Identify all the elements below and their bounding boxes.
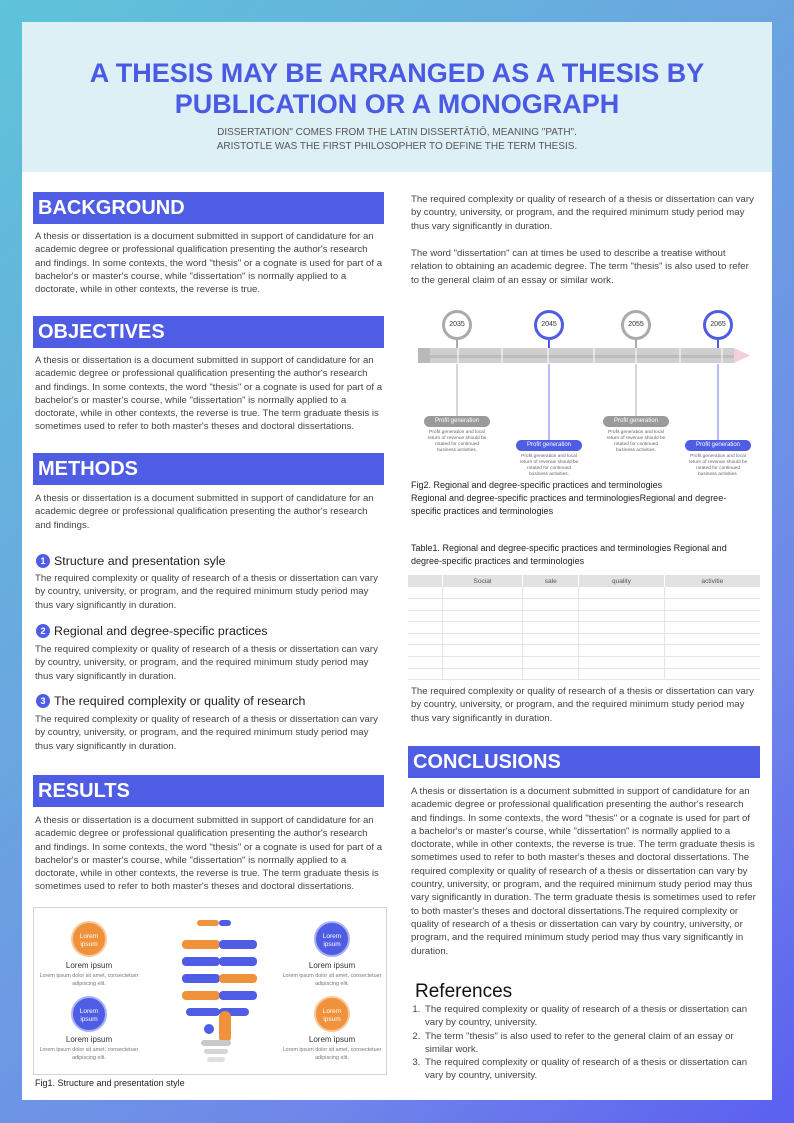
timeline-figure: [408, 310, 752, 477]
timeline-desc: Profit generation and local return of revenue should be rotated for continued business activities.: [427, 430, 487, 453]
method-item-3-text: The required complexity or quality of research of a thesis or dissertation can vary by country, university, or program, and the required minimum study period may thus vary significantly in duration.: [35, 714, 378, 752]
objectives-text: A thesis or dissertation is a document submitted in support of candidature for an academic degree or professional qualification presenting the author's research and findings. In some contexts, the word "thesis" or a cognate is used for part of a bachelor's or master's course, while "dissertation" is normally applied to a doctorate, while in other contexts, the reverse is true. The term graduate thesis is sometimes used to refer to both master's theses and doctoral dissertations.: [35, 355, 383, 433]
table-row: [408, 657, 760, 669]
poster-subtitle: [62, 126, 732, 154]
timeline-year-badge: 2065: [703, 310, 733, 340]
reference-item: 3. The required complexity or quality of research of a thesis or dissertation can vary by country, university.: [423, 1056, 756, 1083]
timeline-year-badge: 2045: [534, 310, 564, 340]
table-cell: [408, 599, 442, 611]
table-cell: [664, 657, 760, 669]
blue-circle: Lorem ipsum: [71, 996, 107, 1032]
fig1-item-desc: Lorem ipsum dolor sit amet, consectetuer adipiscing elit.: [39, 1047, 139, 1061]
table-row: [408, 610, 760, 622]
fig1-item-desc: Lorem ipsum dolor sit amet, consectetuer adipiscing elit.: [282, 1047, 382, 1061]
fig1-item-desc: Lorem ipsum dolor sit amet, consectetuer adipiscing elit.: [282, 973, 382, 987]
timeline-year-badge: 2035: [442, 310, 472, 340]
table-cell: [579, 622, 664, 634]
reference-item: 2. The term "thesis" is also used to refer to the general claim of an essay or similar work.: [423, 1030, 756, 1057]
fig1-item-title: Lorem ipsum: [308, 1035, 356, 1044]
table-cell: [442, 587, 523, 599]
table-cell: [664, 633, 760, 645]
table-cell: [579, 633, 664, 645]
table-cell: [579, 668, 664, 680]
timeline-pill: Profit generation: [685, 440, 751, 451]
table-cell: [442, 622, 523, 634]
timeline-pill: Profit generation: [516, 440, 582, 451]
method-item-3-title: [36, 693, 384, 709]
table-cell: [523, 657, 579, 669]
table-cell: [523, 587, 579, 599]
table-cell: [408, 587, 442, 599]
table-cell: [664, 668, 760, 680]
fig1-item-title: Lorem ipsum: [65, 961, 113, 970]
timeline-pill: Profit generation: [424, 416, 490, 427]
table-cell: [408, 610, 442, 622]
number-badge: 3: [36, 694, 50, 708]
table-cell: [442, 668, 523, 680]
table-header-cell: sale: [523, 575, 579, 587]
poster-sheet: [22, 22, 772, 1100]
subtitle-line-2: ARISTOTLE WAS THE FIRST PHILOSOPHER TO DEFINE THE TERM THESIS.: [216, 141, 578, 152]
fig1-item-title: Lorem ipsum: [65, 1035, 113, 1044]
table-header-cell: quality: [579, 575, 664, 587]
right-paragraph-2: The word "dissertation" can at times be used to describe a treatise without relation to obtaining an academic degree. The term "thesis" is also used to refer to the general claim of an essay or similar work.: [411, 248, 749, 286]
table-cell: [523, 622, 579, 634]
method-item-1-text: The required complexity or quality of research of a thesis or dissertation can vary by country, university, or program, and the required minimum study period may thus vary significantly in duration.: [35, 573, 378, 611]
bulb-graphic: [164, 912, 264, 1072]
method-item-label: The required complexity or quality of research: [54, 694, 306, 708]
method-item-2-title: [36, 623, 384, 639]
table-row: [408, 622, 760, 634]
table-row: [408, 587, 760, 599]
table-cell: [408, 657, 442, 669]
table-cell: [664, 587, 760, 599]
table-cell: [442, 645, 523, 657]
table-cell: [442, 657, 523, 669]
table-cell: [579, 587, 664, 599]
table-cell: [664, 610, 760, 622]
table-cell: [523, 645, 579, 657]
figure-1: [33, 907, 387, 1075]
table-cell: [523, 668, 579, 680]
conclusions-text: A thesis or dissertation is a document submitted in support of candidature for an academic degree or professional qualification presenting the author's research and findings. In some contexts, the word "thesis" or a cognate is used for part of a bachelor's or master's course, while "dissertation" is normally applied to a doctorate, while in other contexts, the reverse is true. The term graduate thesis is sometimes used to refer to both master's theses and doctoral dissertations. The required complexity or quality of research of a thesis or dissertation can vary by country, university, or program, and the required minimum study period may thus vary significantly in duration. The term graduate thesis is sometimes used to refer to both master's theses and doctoral dissertations.The required complexity or quality of research of a thesis or dissertation can vary by country, university, or program, and the required minimum study period may thus vary significantly in duration.: [411, 786, 756, 957]
right-paragraph-1: The required complexity or quality of research of a thesis or dissertation can vary by country, university, or program, and the required minimum study period may thus vary significantly in duration.: [411, 194, 754, 232]
timeline-year-badge: 2055: [621, 310, 651, 340]
table-row: [408, 668, 760, 680]
table-cell: [442, 599, 523, 611]
method-item-label: Structure and presentation syle: [54, 554, 226, 568]
table-1-caption: Table1. Regional and degree-specific practices and terminologies Regional and degree-specific practices and terminologies: [411, 543, 727, 566]
timeline-pill: Profit generation: [603, 416, 669, 427]
table-row: [408, 645, 760, 657]
references-heading: References: [415, 981, 513, 1002]
results-text: A thesis or dissertation is a document submitted in support of candidature for an academic degree or professional qualification presenting the author's research and findings. In some contexts, the word "thesis" or a cognate is used for part of a bachelor's or master's course, while "dissertation" is normally applied to a doctorate, while in other contexts, the reverse is true. The term graduate thesis is sometimes used to refer to both master's theses and doctoral dissertations.: [35, 815, 383, 893]
orange-circle: Lorem ipsum: [314, 996, 350, 1032]
figure-1-caption: Fig1. Structure and presentation style: [35, 1078, 185, 1088]
number-badge: 1: [36, 554, 50, 568]
table-cell: [664, 599, 760, 611]
poster-header: [22, 22, 772, 172]
references-list: [411, 1003, 756, 1083]
objectives-heading: OBJECTIVES: [33, 316, 384, 348]
conclusions-heading: CONCLUSIONS: [408, 746, 760, 778]
table-cell: [442, 610, 523, 622]
table-header-cell: Social: [442, 575, 523, 587]
number-badge: 2: [36, 624, 50, 638]
table-cell: [579, 610, 664, 622]
figure-2-caption-line-1: Fig2. Regional and degree-specific practices and terminologies: [411, 480, 663, 490]
timeline-desc: Profit generation and local return of revenue should be rotated for continued business activities.: [519, 454, 579, 477]
figure-2-caption-rest: Regional and degree-specific practices and terminologiesRegional and degree-specific practices and terminologies: [411, 493, 727, 516]
method-item-label: Regional and degree-specific practices: [54, 624, 268, 638]
table-cell: [523, 633, 579, 645]
results-heading: RESULTS: [33, 775, 384, 807]
fig1-item-title: Lorem ipsum: [308, 961, 356, 970]
table-body: [408, 587, 760, 680]
table-cell: [664, 645, 760, 657]
background-text: A thesis or dissertation is a document submitted in support of candidature for an academic degree or professional qualification presenting the author's research and findings. In some contexts, the word "thesis" or a cognate is used for part of a bachelor's or master's course, while "dissertation" is normally applied to a doctorate, while in other contexts, the reverse is true.: [35, 231, 383, 296]
method-item-2-text: The required complexity or quality of research of a thesis or dissertation can vary by country, university, or program, and the required minimum study period may thus vary significantly in duration.: [35, 644, 378, 682]
figure-2-caption: [411, 479, 756, 518]
method-item-1-title: [36, 553, 384, 569]
table-row: [408, 599, 760, 611]
table-cell: [579, 657, 664, 669]
reference-item: 1. The required complexity or quality of research of a thesis or dissertation can vary by country, university.: [423, 1003, 756, 1030]
table-header-cell: activitie: [664, 575, 760, 587]
table-cell: [442, 633, 523, 645]
methods-heading: METHODS: [33, 453, 384, 485]
table-cell: [408, 668, 442, 680]
table-header-row: [408, 575, 760, 587]
table-cell: [579, 645, 664, 657]
table-cell: [523, 599, 579, 611]
table-cell: [579, 599, 664, 611]
background-heading: BACKGROUND: [33, 192, 384, 224]
poster-title: A THESIS MAY BE ARRANGED AS A THESIS BY PUBLICATION OR A MONOGRAPH: [89, 58, 705, 119]
right-paragraph-3: The required complexity or quality of research of a thesis or dissertation can vary by country, university, or program, and the required minimum study period may thus vary significantly in duration.: [411, 686, 754, 724]
table-cell: [408, 645, 442, 657]
timeline-desc: Profit generation and local return of revenue should be rotated for continued business activities.: [606, 430, 666, 453]
blue-circle: Lorem ipsum: [314, 921, 350, 957]
timeline-desc: Profit generation and local return of revenue should be rotated for continued business activities.: [688, 454, 748, 477]
fig1-item-desc: Lorem ipsum dolor sit amet, consectetuer adipiscing elit.: [39, 973, 139, 987]
table-cell: [523, 610, 579, 622]
subtitle-line-1: DISSERTATION" COMES FROM THE LATIN DISSERTĀTIŌ, MEANING "PATH".: [217, 127, 577, 138]
table-cell: [664, 622, 760, 634]
table-cell: [408, 633, 442, 645]
table-cell: [408, 622, 442, 634]
table-header-cell: [408, 575, 442, 587]
table-row: [408, 633, 760, 645]
table-1: [408, 575, 760, 680]
methods-text: A thesis or dissertation is a document submitted in support of candidature for an academic degree or professional qualification presenting the author's research and findings.: [35, 493, 374, 531]
orange-circle: Lorem ipsum: [71, 921, 107, 957]
